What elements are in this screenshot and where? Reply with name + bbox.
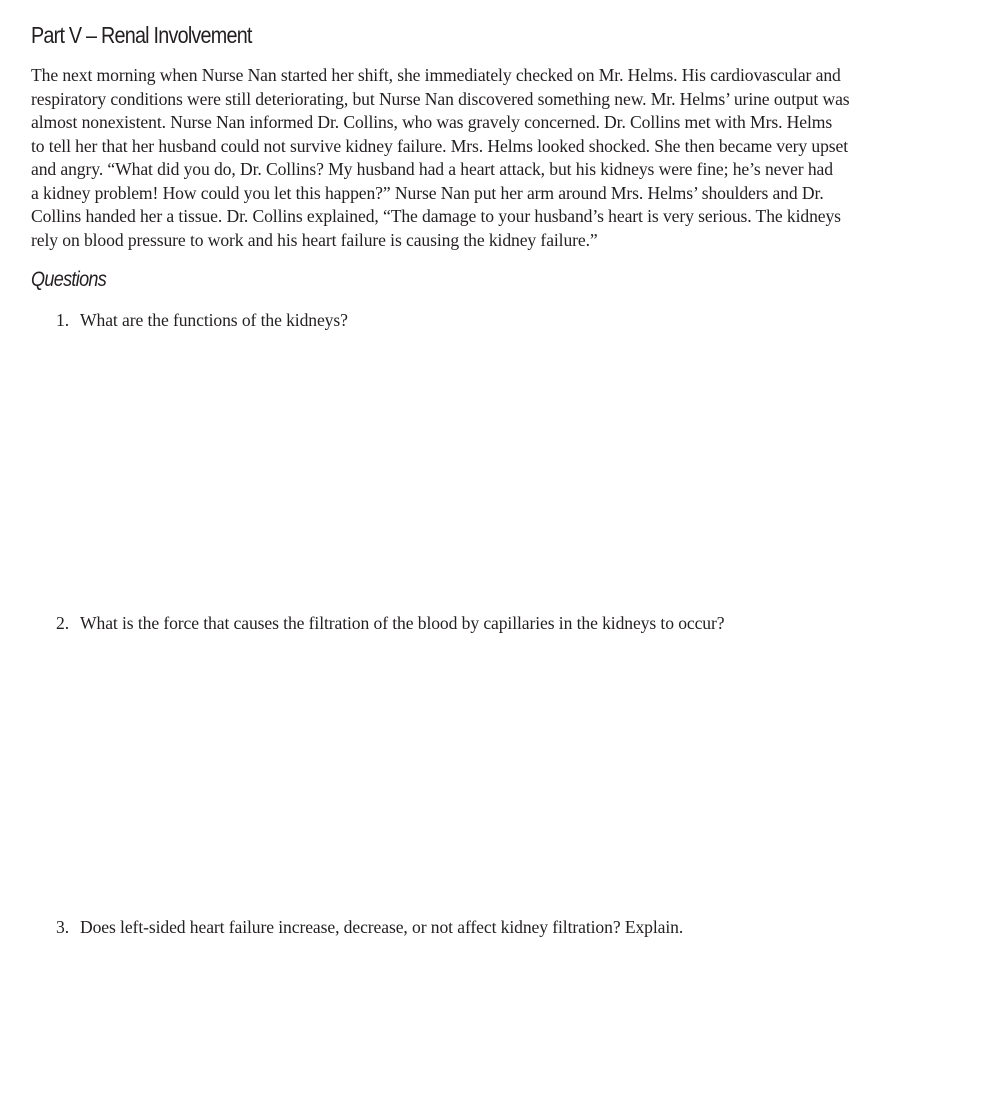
questions-heading: Questions [31,268,107,291]
narrative-line: and angry. “What did you do, Dr. Collins? My husband had a heart attack, but his kidneys were fine; he’s never had [31,159,833,179]
narrative-line: almost nonexistent. Nurse Nan informed Dr. Collins, who was gravely concerned. Dr. Collins met with Mrs. Helms [31,112,833,132]
question-text: What is the force that causes the filtration of the blood by capillaries in the kidneys to occur? [80,613,725,633]
question-number: 1. [56,310,69,330]
section-title: Part V – Renal Involvement [31,22,252,48]
question-2 [56,611,724,635]
narrative-line: rely on blood pressure to work and his heart failure is causing the kidney failure.” [31,229,598,250]
narrative-line: The next morning when Nurse Nan started her shift, she immediately checked on Mr. Helms. His cardiovascular and [31,65,841,85]
narrative-line: a kidney problem! How could you let this happen?” Nurse Nan put her arm around Mrs. Helms’ shoulders and Dr. [31,182,824,203]
question-1 [56,308,348,332]
question-number: 2. [56,613,69,633]
narrative-line: respiratory conditions were still deteriorating, but Nurse Nan discovered something new. Mr. Helms’ urine output was [31,88,850,109]
question-3 [56,915,683,939]
narrative-line: Collins handed her a tissue. Dr. Collins explained, “The damage to your husband’s heart is very serious. The kidneys [31,206,841,226]
question-text: Does left-sided heart failure increase, decrease, or not affect kidney filtration? Explain. [80,917,684,937]
question-text: What are the functions of the kidneys? [80,310,348,330]
narrative-line: to tell her that her husband could not survive kidney failure. Mrs. Helms looked shocked. She then became very upset [31,135,849,156]
case-narrative [31,64,931,252]
question-number: 3. [56,917,69,937]
